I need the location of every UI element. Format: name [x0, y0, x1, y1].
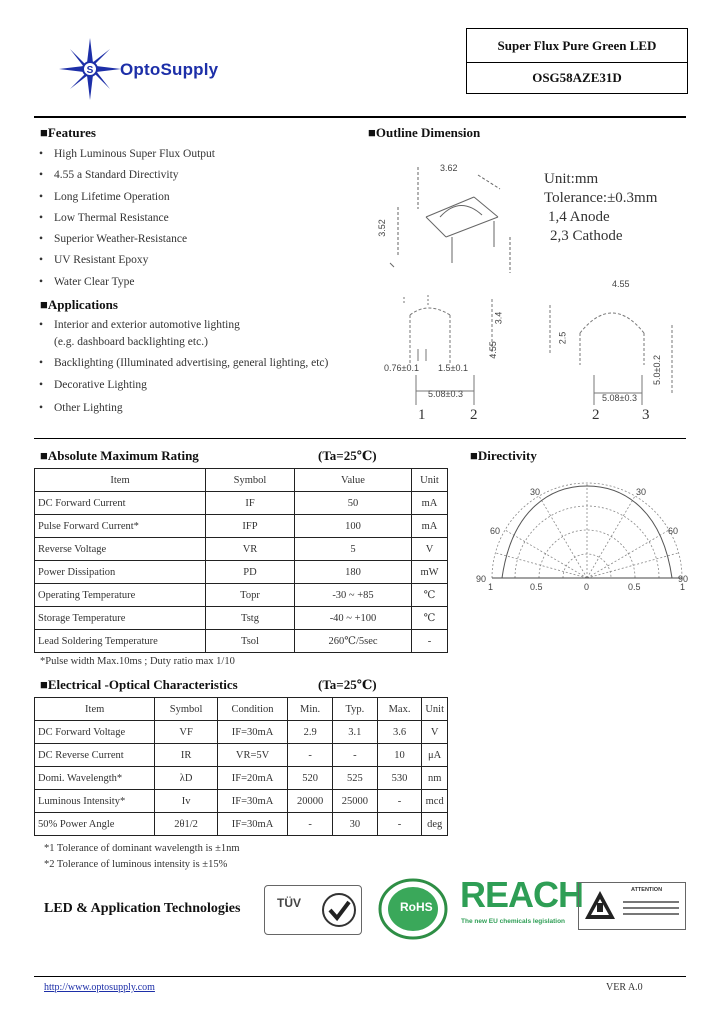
pin-label: 3: [642, 407, 650, 423]
table-cell: 260℃/5sec: [295, 630, 412, 653]
table-cell: IF=30mA: [217, 721, 287, 744]
table-cell: V: [422, 721, 448, 744]
pin-label: 2: [470, 407, 478, 423]
directivity-heading: ■Directivity: [470, 448, 537, 463]
table-row: [35, 607, 448, 630]
table-row: [35, 492, 448, 515]
table-cell: Domi. Wavelength*: [35, 767, 155, 790]
list-item: • Water Clear Type: [39, 275, 135, 288]
list-item: • Long Lifetime Operation: [39, 190, 170, 203]
eo-table: [34, 697, 448, 836]
table-cell: Luminous Intensity*: [35, 790, 155, 813]
table-row: [35, 721, 448, 744]
column-header: Unit: [422, 698, 448, 721]
table-cell: Power Dissipation: [35, 561, 206, 584]
list-item: • Superior Weather-Resistance: [39, 233, 188, 246]
table-cell: mW: [412, 561, 448, 584]
abs-max-table: [34, 468, 448, 653]
table-row: [35, 630, 448, 653]
outline-side-view: [370, 285, 520, 435]
table-cell: Storage Temperature: [35, 607, 206, 630]
table-cell: ℃: [412, 584, 448, 607]
table-cell: 10: [377, 744, 422, 767]
table-row: [35, 790, 448, 813]
list-item: • 4.55 a Standard Directivity: [39, 169, 179, 182]
angle-label: 60: [490, 526, 501, 536]
table-header-row: [35, 698, 448, 721]
angle-label: 60: [668, 526, 679, 536]
table-cell: -40 ~ +100: [295, 607, 412, 630]
table-row: [35, 584, 448, 607]
column-header: Symbol: [155, 698, 217, 721]
abs-max-ta: (Ta=25℃): [318, 448, 377, 463]
table-cell: VR: [206, 538, 295, 561]
column-header: Item: [35, 469, 206, 492]
table-cell: ℃: [412, 607, 448, 630]
table-cell: DC Forward Current: [35, 492, 206, 515]
esd-attention-badge: [578, 882, 686, 930]
table-cell: 3.1: [332, 721, 377, 744]
table-cell: -: [288, 813, 333, 836]
table-cell: 100: [295, 515, 412, 538]
table-row: [35, 813, 448, 836]
table-cell: IF=30mA: [217, 790, 287, 813]
dim-label: 1.5±0.1: [438, 363, 468, 373]
anode-note: 1,4 Anode: [548, 209, 610, 225]
scale-label: 1: [680, 582, 686, 592]
table-cell: PD: [206, 561, 295, 584]
column-header: Max.: [377, 698, 422, 721]
table-cell: IFP: [206, 515, 295, 538]
table-cell: 3.6: [377, 721, 422, 744]
table-cell: deg: [422, 813, 448, 836]
angle-label: 90: [678, 574, 689, 584]
column-header: Value: [295, 469, 412, 492]
table-cell: IF=30mA: [217, 813, 287, 836]
table-cell: 530: [377, 767, 422, 790]
list-item: • Other Lighting: [39, 402, 123, 415]
list-item: • High Luminous Super Flux Output: [39, 148, 216, 160]
brand-logo: [56, 38, 276, 100]
table-cell: VF: [155, 721, 217, 744]
column-header: Item: [35, 698, 155, 721]
table-cell: 30: [332, 813, 377, 836]
table-cell: -: [288, 744, 333, 767]
abs-max-note: *Pulse width Max.10ms ; Duty ratio max 1/10: [40, 656, 235, 667]
scale-label: 1: [488, 582, 494, 592]
table-cell: 50: [295, 492, 412, 515]
list-item: • Decorative Lighting: [39, 379, 147, 392]
table-cell: Topr: [206, 584, 295, 607]
dim-label: 5.08±0.3: [428, 389, 463, 399]
header-divider: [34, 116, 686, 118]
angle-label: 30: [636, 487, 647, 497]
column-header: Condition: [217, 698, 287, 721]
column-header: Typ.: [332, 698, 377, 721]
table-row: [35, 515, 448, 538]
table-header-row: [35, 469, 448, 492]
table-cell: 50% Power Angle: [35, 813, 155, 836]
table-cell: DC Forward Voltage: [35, 721, 155, 744]
table-cell: 20000: [288, 790, 333, 813]
checkmark-icon: [321, 892, 357, 928]
outline-front-view: [540, 285, 690, 435]
features-heading: ■Features: [40, 125, 96, 140]
section-divider: [34, 438, 686, 439]
rohs-label: RoHS: [400, 900, 433, 914]
features-list: [36, 144, 215, 293]
scale-label: 0: [584, 582, 590, 592]
version-label: VER A.0: [606, 982, 643, 993]
pin-label: 2: [592, 407, 600, 423]
column-header: Min.: [288, 698, 333, 721]
table-cell: 520: [288, 767, 333, 790]
table-cell: IF: [206, 492, 295, 515]
table-cell: Tsol: [206, 630, 295, 653]
table-row: [35, 561, 448, 584]
svg-text:S: S: [86, 65, 94, 76]
table-cell: λD: [155, 767, 217, 790]
column-header: Symbol: [206, 469, 295, 492]
abs-max-heading: ■Absolute Maximum Rating: [40, 448, 199, 463]
dim-label: 2.5: [557, 331, 568, 345]
attention-label: ATTENTION: [631, 887, 663, 893]
company-name: LED & Application Technologies: [44, 901, 241, 916]
outline-drawing: [370, 145, 690, 435]
reach-subtitle: The new EU chemicals legislation: [461, 918, 566, 925]
directivity-chart: [482, 468, 692, 598]
table-cell: 2θ1/2: [155, 813, 217, 836]
reach-badge: [460, 874, 584, 934]
table-cell: nm: [422, 767, 448, 790]
dim-label: 5.08±0.3: [602, 393, 637, 403]
brand-name: OptoSupply: [120, 60, 219, 79]
dim-label: 0.76±0.1: [384, 363, 419, 373]
reach-label: REACH: [460, 874, 584, 915]
dim-label: 3.4: [493, 311, 504, 325]
product-title: Super Flux Pure Green LED: [467, 29, 687, 63]
table-cell: Tstg: [206, 607, 295, 630]
table-cell: Operating Temperature: [35, 584, 206, 607]
table-cell: Reverse Voltage: [35, 538, 206, 561]
table-cell: mA: [412, 515, 448, 538]
table-cell: -: [332, 744, 377, 767]
part-number: OSG58AZE31D: [532, 70, 622, 85]
applications-heading: ■Applications: [40, 297, 118, 312]
table-cell: 180: [295, 561, 412, 584]
scale-label: 0.5: [628, 582, 641, 592]
footer-divider: [34, 976, 686, 977]
table-cell: V: [412, 538, 448, 561]
tolerance-note: Tolerance:±0.3mm: [544, 190, 658, 206]
table-cell: -: [377, 790, 422, 813]
tuv-label: TÜV: [277, 896, 301, 910]
tuv-cert-badge: [264, 885, 362, 935]
table-cell: Iv: [155, 790, 217, 813]
table-cell: 5: [295, 538, 412, 561]
table-row: [35, 767, 448, 790]
table-row: [35, 538, 448, 561]
list-item: • UV Resistant Epoxy: [39, 254, 149, 267]
dim-label: 3.52: [376, 219, 387, 237]
applications-list: [36, 315, 328, 420]
angle-label: 30: [530, 487, 541, 497]
eo-ta: (Ta=25℃): [318, 677, 377, 692]
dim-label: 5.0±0.2: [651, 355, 662, 385]
table-cell: IR: [155, 744, 217, 767]
fine-print: [623, 897, 679, 919]
table-cell: Lead Soldering Temperature: [35, 630, 206, 653]
cathode-note: 2,3 Cathode: [550, 228, 623, 244]
outline-heading: ■Outline Dimension: [368, 125, 481, 140]
pin-label: 1: [418, 407, 426, 423]
table-cell: IF=20mA: [217, 767, 287, 790]
table-cell: μA: [422, 744, 448, 767]
scale-label: 0.5: [530, 582, 543, 592]
table-cell: mA: [412, 492, 448, 515]
dim-label: 3.62: [440, 163, 458, 173]
table-cell: DC Reverse Current: [35, 744, 155, 767]
table-row: [35, 744, 448, 767]
star-logo-icon: [56, 38, 128, 100]
eo-heading: ■Electrical -Optical Characteristics: [40, 677, 238, 692]
angle-label: 90: [476, 574, 487, 584]
table-cell: mcd: [422, 790, 448, 813]
eo-note-1: *1 Tolerance of dominant wavelength is ±1nm: [44, 843, 240, 854]
table-cell: 525: [332, 767, 377, 790]
dim-label: 4.55: [487, 341, 498, 359]
unit-note: Unit:mm: [544, 171, 599, 187]
list-item: (e.g. dashboard backlighting etc.): [54, 336, 208, 348]
table-cell: VR=5V: [217, 744, 287, 767]
list-item: • Low Thermal Resistance: [39, 211, 169, 224]
table-cell: Pulse Forward Current*: [35, 515, 206, 538]
website-link[interactable]: http://www.optosupply.com: [44, 982, 155, 993]
table-cell: -: [412, 630, 448, 653]
warning-triangle-icon: [583, 889, 617, 921]
table-cell: -30 ~ +85: [295, 584, 412, 607]
list-item: • Interior and exterior automotive lighting: [39, 319, 240, 331]
title-box: [466, 28, 688, 94]
table-cell: 25000: [332, 790, 377, 813]
rohs-badge: [378, 878, 448, 940]
table-cell: 2.9: [288, 721, 333, 744]
table-cell: -: [377, 813, 422, 836]
column-header: Unit: [412, 469, 448, 492]
list-item: • Backlighting (Illuminated advertising, general lighting, etc): [39, 357, 329, 369]
eo-note-2: *2 Tolerance of luminous intensity is ±15%: [44, 859, 228, 870]
dim-label: 4.55: [612, 279, 630, 289]
